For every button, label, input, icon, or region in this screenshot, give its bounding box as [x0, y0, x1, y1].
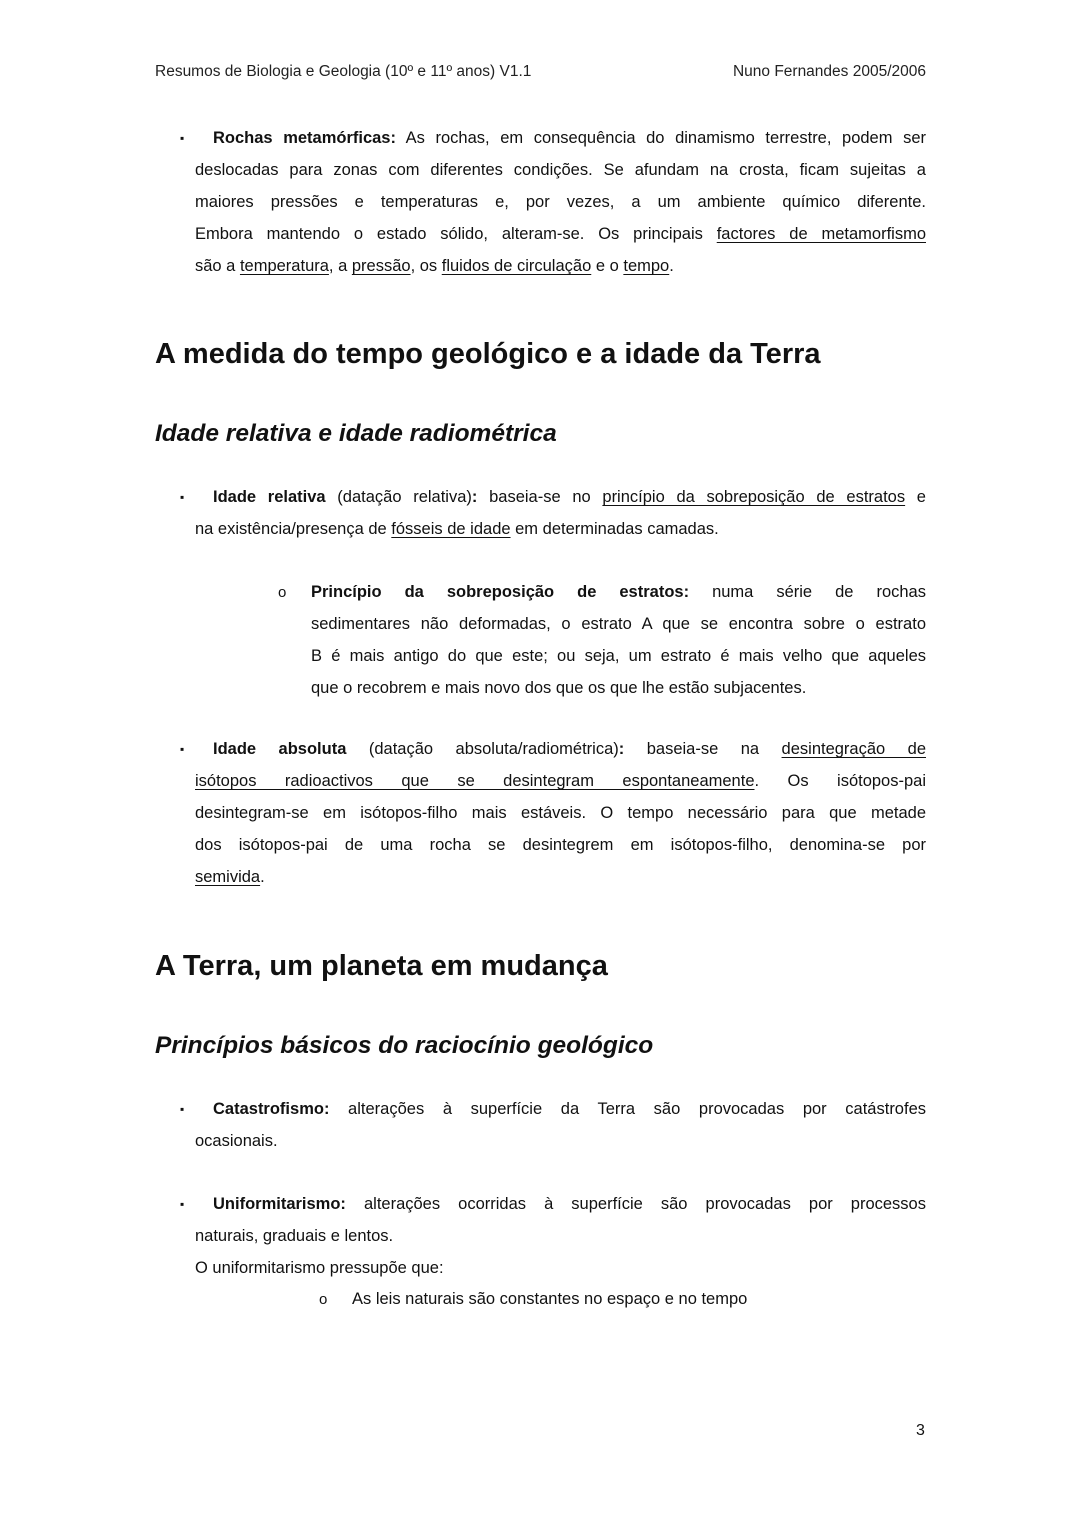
text-line [195, 1093, 926, 1125]
subsection-heading: Idade relativa e idade radiométrica [155, 420, 557, 447]
text-span: O uniformitarismo pressupõe que: [195, 1259, 444, 1277]
bullet-icon: ▪ [180, 490, 185, 504]
bullet-icon: ▪ [180, 1197, 185, 1211]
text-line [195, 765, 926, 797]
text-span: . [669, 257, 674, 275]
text-span: em determinadas camadas. [510, 520, 719, 538]
paragraph-rochas-metamorficas [195, 122, 926, 282]
text-line [352, 1283, 926, 1315]
underlined-term: pressão [351, 257, 411, 275]
paragraph-leis-naturais [352, 1283, 926, 1315]
paragraph-idade-absoluta [195, 733, 926, 893]
underlined-term: desintegração de [781, 740, 926, 758]
text-span: . [260, 868, 265, 886]
underlined-term: semivida [195, 868, 261, 886]
bold-term: Catastrofismo: [213, 1100, 330, 1118]
underlined-term: factores de metamorfismo [716, 225, 926, 243]
underlined-term: fósseis de idade [391, 520, 511, 538]
section-heading: A medida do tempo geológico e a idade da Terra [155, 338, 821, 370]
header-author: Nuno Fernandes 2005/2006 [732, 63, 926, 80]
underlined-term: princípio da sobreposição de estratos [602, 488, 906, 506]
text-span: , a [328, 257, 352, 275]
text-line [311, 640, 926, 672]
text-span: alterações à superfície da Terra são provocadas por catástrofes [329, 1100, 926, 1118]
bold-term: Idade absoluta [213, 740, 347, 758]
text-line [195, 1188, 926, 1220]
bold-term: Rochas metamórficas: [213, 129, 396, 147]
text-span: maiores pressões e temperaturas e, por vezes, a um ambiente químico diferente. [195, 193, 926, 211]
text-line [195, 829, 926, 861]
text-line [195, 1252, 926, 1284]
text-span: na existência/presença de [195, 520, 392, 538]
text-span: numa série de rochas [689, 583, 926, 601]
sub-bullet-icon: o [278, 584, 287, 601]
text-span: As rochas, em consequência do dinamismo terrestre, podem ser [395, 129, 926, 147]
text-span: (datação relativa) [325, 488, 472, 506]
text-span: ocasionais. [195, 1132, 278, 1150]
text-line [195, 218, 926, 250]
text-span: B é mais antigo do que este; ou seja, um estrato é mais velho que aqueles [311, 647, 926, 665]
underlined-term: isótopos radioactivos que se desintegram espontaneamente [195, 772, 755, 790]
text-line [195, 1220, 926, 1252]
underlined-term: tempo [623, 257, 670, 275]
text-span: que o recobrem e mais novo dos que os que lhe estão subjacentes. [311, 679, 807, 697]
text-span: . Os isótopos-pai [754, 772, 926, 790]
text-span: desintegram-se em isótopos-filho mais estáveis. O tempo necessário para que metade [195, 804, 926, 822]
paragraph-sobreposicao [311, 576, 926, 704]
text-span: baseia-se no [477, 488, 603, 506]
text-line [195, 1125, 926, 1157]
paragraph-idade-relativa [195, 481, 926, 545]
text-span: (datação absoluta/radiométrica) [346, 740, 619, 758]
text-line [311, 672, 926, 704]
text-span: são a [195, 257, 240, 275]
text-line [195, 733, 926, 765]
bold-term: Idade relativa [213, 488, 326, 506]
underlined-term: temperatura [239, 257, 329, 275]
bullet-icon: ▪ [180, 742, 185, 756]
bold-term: Princípio da sobreposição de estratos: [311, 583, 690, 601]
bold-term: : [471, 488, 478, 506]
text-line [195, 481, 926, 513]
text-line [195, 122, 926, 154]
text-span: As leis naturais são constantes no espaço e no tempo [352, 1290, 748, 1308]
text-span: e [905, 488, 926, 506]
section-heading: A Terra, um planeta em mudança [155, 950, 608, 982]
paragraph-uniformitarismo [195, 1188, 926, 1284]
header-title: Resumos de Biologia e Geologia (10º e 11º anos) V1.1 [155, 63, 532, 80]
bullet-icon: ▪ [180, 131, 185, 145]
underlined-term: fluidos de circulação [441, 257, 592, 275]
text-span: dos isótopos-pai de uma rocha se desintegrem em isótopos-filho, denomina-se por [195, 836, 926, 854]
text-span: baseia-se na [624, 740, 782, 758]
text-line [195, 154, 926, 186]
text-line [195, 513, 926, 545]
text-span: deslocadas para zonas com diferentes condições. Se afundam na crosta, ficam sujeitas a [195, 161, 926, 179]
paragraph-catastrofismo [195, 1093, 926, 1157]
text-span: Embora mantendo o estado sólido, alteram-se. Os principais [195, 225, 717, 243]
sub-bullet-icon: o [319, 1291, 328, 1308]
text-span: naturais, graduais e lentos. [195, 1227, 394, 1245]
text-line [311, 608, 926, 640]
text-span: , os [410, 257, 442, 275]
text-line [195, 186, 926, 218]
bold-term: Uniformitarismo: [213, 1195, 346, 1213]
text-span: e o [591, 257, 624, 275]
subsection-heading: Princípios básicos do raciocínio geológico [155, 1032, 654, 1059]
bullet-icon: ▪ [180, 1102, 185, 1116]
text-line [195, 797, 926, 829]
text-span: sedimentares não deformadas, o estrato A que se encontra sobre o estrato [311, 615, 926, 633]
page-number: 3 [916, 1422, 925, 1439]
text-line [311, 576, 926, 608]
text-line [195, 861, 926, 893]
text-span: alterações ocorridas à superfície são provocadas por processos [345, 1195, 926, 1213]
bold-term: : [618, 740, 625, 758]
text-line [195, 250, 926, 282]
